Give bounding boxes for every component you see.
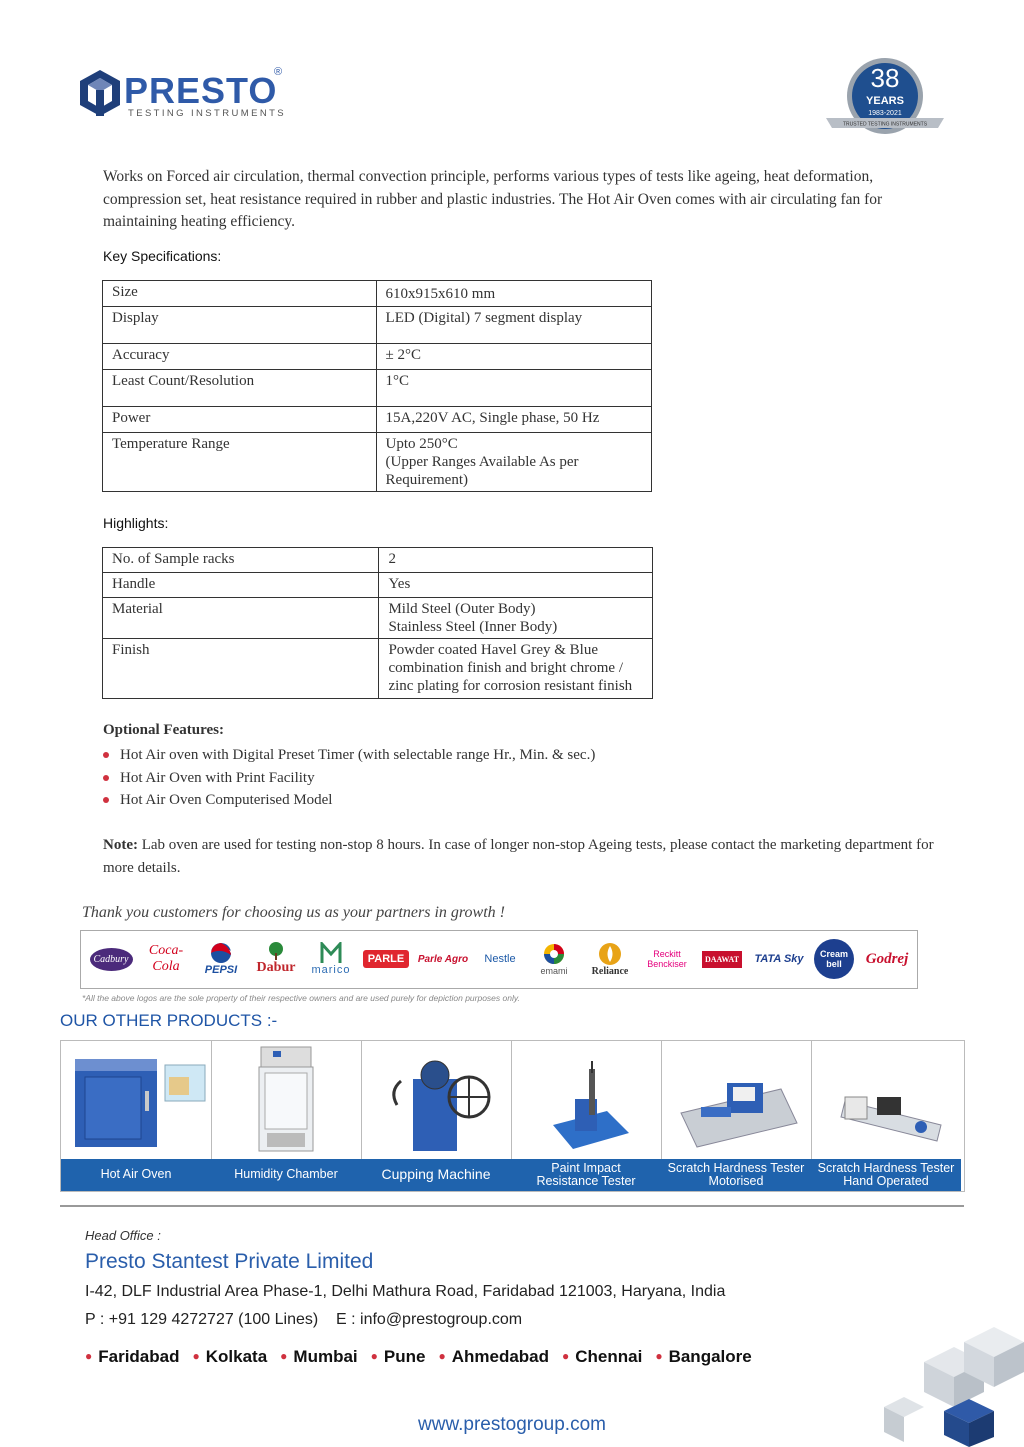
humidity-chamber-image	[211, 1041, 361, 1159]
other-products-grid	[60, 1040, 965, 1192]
bullet-icon: ●	[438, 1349, 446, 1363]
hot-air-oven-image	[61, 1041, 211, 1159]
note-label: Note:	[103, 837, 138, 853]
tree-icon	[265, 942, 287, 960]
contact-line: P : +91 129 4272727 (100 Lines) E : info@prestogroup.com	[85, 1311, 523, 1328]
list-item-text: Hot Air Oven with Print Facility	[120, 769, 315, 786]
bullet-icon	[103, 775, 109, 781]
table-row	[103, 548, 653, 573]
spec-value-line: Upto 250°C	[385, 436, 458, 452]
city-item: ● Kolkata	[192, 1347, 268, 1366]
city-item: ● Bangalore	[655, 1347, 752, 1366]
list-item	[103, 789, 595, 812]
company-name: Presto Stantest Private Limited	[85, 1250, 374, 1273]
highlight-value: 2	[379, 548, 653, 573]
scratch-tester-hand-image	[811, 1041, 961, 1159]
emami-swirl-icon	[542, 942, 566, 966]
badge-range: 1983-2021	[868, 110, 902, 117]
emami-logo: emami	[529, 937, 579, 981]
list-item	[103, 767, 595, 790]
bullet-icon: ●	[192, 1349, 200, 1363]
paint-impact-tester-image	[511, 1041, 661, 1159]
product-label: Humidity Chamber	[211, 1159, 361, 1191]
spec-label: Display	[103, 307, 377, 344]
marico-m-icon	[320, 942, 342, 964]
dabur-logo: Dabur	[249, 937, 303, 981]
table-row	[103, 433, 652, 492]
logo-disclaimer: *All the above logos are the sole property of their respective owners and are used purely for depiction purposes only.	[82, 993, 520, 1003]
key-specs-heading: Key Specifications:	[103, 248, 222, 264]
spec-value-line: Requirement)	[385, 472, 469, 488]
badge-years: YEARS	[866, 95, 904, 107]
list-item-text: Hot Air oven with Digital Preset Timer (with selectable range Hr., Min. & sec.)	[120, 747, 596, 763]
product-label: Paint Impact Resistance Tester	[511, 1159, 661, 1191]
optional-features-list	[103, 744, 595, 812]
table-row	[103, 598, 653, 639]
pepsi-logo: PEPSI	[195, 937, 247, 981]
parle-logo: PARLE	[359, 937, 413, 981]
spec-label: Least Count/Resolution	[103, 370, 377, 407]
anniversary-badge	[822, 56, 948, 140]
intro-paragraph: Works on Forced air circulation, thermal convection principle, performs various types of tests like ageing, heat deformation, compression set, heat resistance required in rubber and plastic industries. The Hot Air Oven comes with air circulating fan for maintaining heating efficiency.	[103, 168, 883, 230]
spec-value: LED (Digital) 7 segment display	[376, 307, 651, 344]
daawat-logo: DAAWAT	[695, 937, 749, 981]
spec-label: Size	[103, 281, 377, 307]
highlight-value-line: combination finish and bright chrome /	[388, 660, 624, 676]
highlight-label: Handle	[103, 573, 379, 598]
key-specs-table	[102, 280, 652, 492]
badge-ribbon: TRUSTED TESTING INSTRUMENTS	[842, 121, 928, 128]
highlight-value-line: Stainless Steel (Inner Body)	[388, 619, 558, 635]
spec-label: Power	[103, 407, 377, 433]
highlight-label: Finish	[103, 639, 379, 699]
head-office-label: Head Office :	[85, 1228, 161, 1243]
customer-logos-strip	[80, 930, 918, 989]
bullet-icon: ●	[655, 1349, 663, 1363]
brand-tagline: TESTING INSTRUMENTS	[128, 108, 287, 119]
highlight-value-line: zinc plating for corrosion resistant finish	[388, 678, 633, 694]
cream-bell-logo: Cream bell	[809, 937, 859, 981]
table-row	[103, 407, 652, 433]
brand-name: PRESTO	[124, 70, 278, 111]
marico-logo: marico	[305, 937, 357, 981]
spec-value: 610x915x610 mm	[376, 281, 651, 307]
city-item: ● Pune	[370, 1347, 426, 1366]
footer-divider	[60, 1205, 964, 1207]
registered-mark: ®	[274, 66, 283, 78]
spec-value: 1°C	[376, 370, 651, 407]
city-item: ● Mumbai	[280, 1347, 358, 1366]
list-item	[103, 744, 595, 767]
product-label: Hot Air Oven	[61, 1159, 211, 1191]
product-humidity-chamber[interactable]	[211, 1041, 362, 1191]
spec-label: Temperature Range	[103, 433, 377, 492]
product-cupping-machine[interactable]	[361, 1041, 512, 1191]
product-scratch-tester-motorised[interactable]	[661, 1041, 812, 1191]
highlights-heading: Highlights:	[103, 515, 169, 531]
product-paint-impact-tester[interactable]	[511, 1041, 662, 1191]
highlight-value: Yes	[379, 573, 653, 598]
badge-number: 38	[870, 63, 900, 93]
product-hot-air-oven[interactable]	[61, 1041, 212, 1191]
highlight-value-line: Mild Steel (Outer Body)	[388, 601, 536, 617]
table-row	[103, 370, 652, 407]
city-list	[85, 1347, 765, 1367]
table-row	[103, 344, 652, 370]
bullet-icon	[103, 797, 109, 803]
product-label: Scratch Hardness Tester Motorised	[661, 1159, 811, 1191]
bullet-icon: ●	[85, 1349, 93, 1363]
spec-value: ± 2°C	[376, 344, 651, 370]
highlight-label: No. of Sample racks	[103, 548, 379, 573]
product-label: Cupping Machine	[361, 1159, 511, 1191]
table-row	[103, 307, 652, 344]
parle-agro-logo: Parle Agro	[417, 953, 469, 965]
tata-sky-logo: TATA Sky	[754, 953, 804, 965]
bullet-icon: ●	[562, 1349, 570, 1363]
spec-label: Accuracy	[103, 344, 377, 370]
city-item: ● Chennai	[562, 1347, 643, 1366]
cupping-machine-image	[361, 1041, 511, 1159]
table-row	[103, 281, 652, 307]
thanks-line: Thank you customers for choosing us as your partners in growth !	[82, 904, 505, 921]
reckitt-benckiser-logo: Reckitt Benckiser	[647, 949, 687, 969]
presto-logo-icon	[78, 68, 122, 118]
bullet-icon	[103, 752, 109, 758]
reliance-logo: Reliance	[581, 937, 639, 981]
highlight-value	[379, 598, 653, 639]
city-item: ● Ahmedabad	[438, 1347, 550, 1366]
table-row	[103, 639, 653, 699]
company-address: I-42, DLF Industrial Area Phase-1, Delhi Mathura Road, Faridabad 121003, Haryana, India	[85, 1283, 726, 1300]
scratch-tester-motorised-image	[661, 1041, 811, 1159]
reliance-flame-icon	[597, 942, 623, 966]
bullet-icon: ●	[280, 1349, 288, 1363]
highlights-table	[102, 547, 653, 699]
cadbury-logo: Cadbury	[85, 937, 137, 981]
spec-value-line: (Upper Ranges Available As per	[385, 454, 579, 470]
product-scratch-tester-hand[interactable]	[811, 1041, 961, 1191]
highlight-value-line: Powder coated Havel Grey & Blue	[388, 642, 598, 658]
table-row	[103, 573, 653, 598]
godrej-logo: Godrej	[865, 950, 909, 967]
list-item-text: Hot Air Oven Computerised Model	[120, 792, 333, 808]
spec-value	[376, 433, 651, 492]
presto-logo	[78, 68, 298, 124]
note-paragraph	[103, 834, 943, 880]
highlight-label: Material	[103, 598, 379, 639]
optional-features-heading: Optional Features:	[103, 722, 224, 738]
product-label: Scratch Hardness Tester Hand Operated	[811, 1159, 961, 1191]
highlight-value	[379, 639, 653, 699]
nestle-logo: Nestle	[484, 953, 516, 965]
spec-value: 15A,220V AC, Single phase, 50 Hz	[376, 407, 651, 433]
coca-cola-logo: Coca-Cola	[148, 943, 184, 974]
other-products-heading: OUR OTHER PRODUCTS :-	[60, 1011, 278, 1030]
note-text: Lab oven are used for testing non-stop 8 hours. In case of longer non-stop Ageing tests, please contact the marketing department for more details.	[103, 837, 934, 876]
decorative-cubes	[884, 1327, 1024, 1447]
website-link[interactable]: www.prestogroup.com	[418, 1414, 606, 1435]
bullet-icon: ●	[370, 1349, 378, 1363]
pepsi-globe-icon	[208, 942, 234, 964]
city-item: ● Faridabad	[85, 1347, 180, 1366]
